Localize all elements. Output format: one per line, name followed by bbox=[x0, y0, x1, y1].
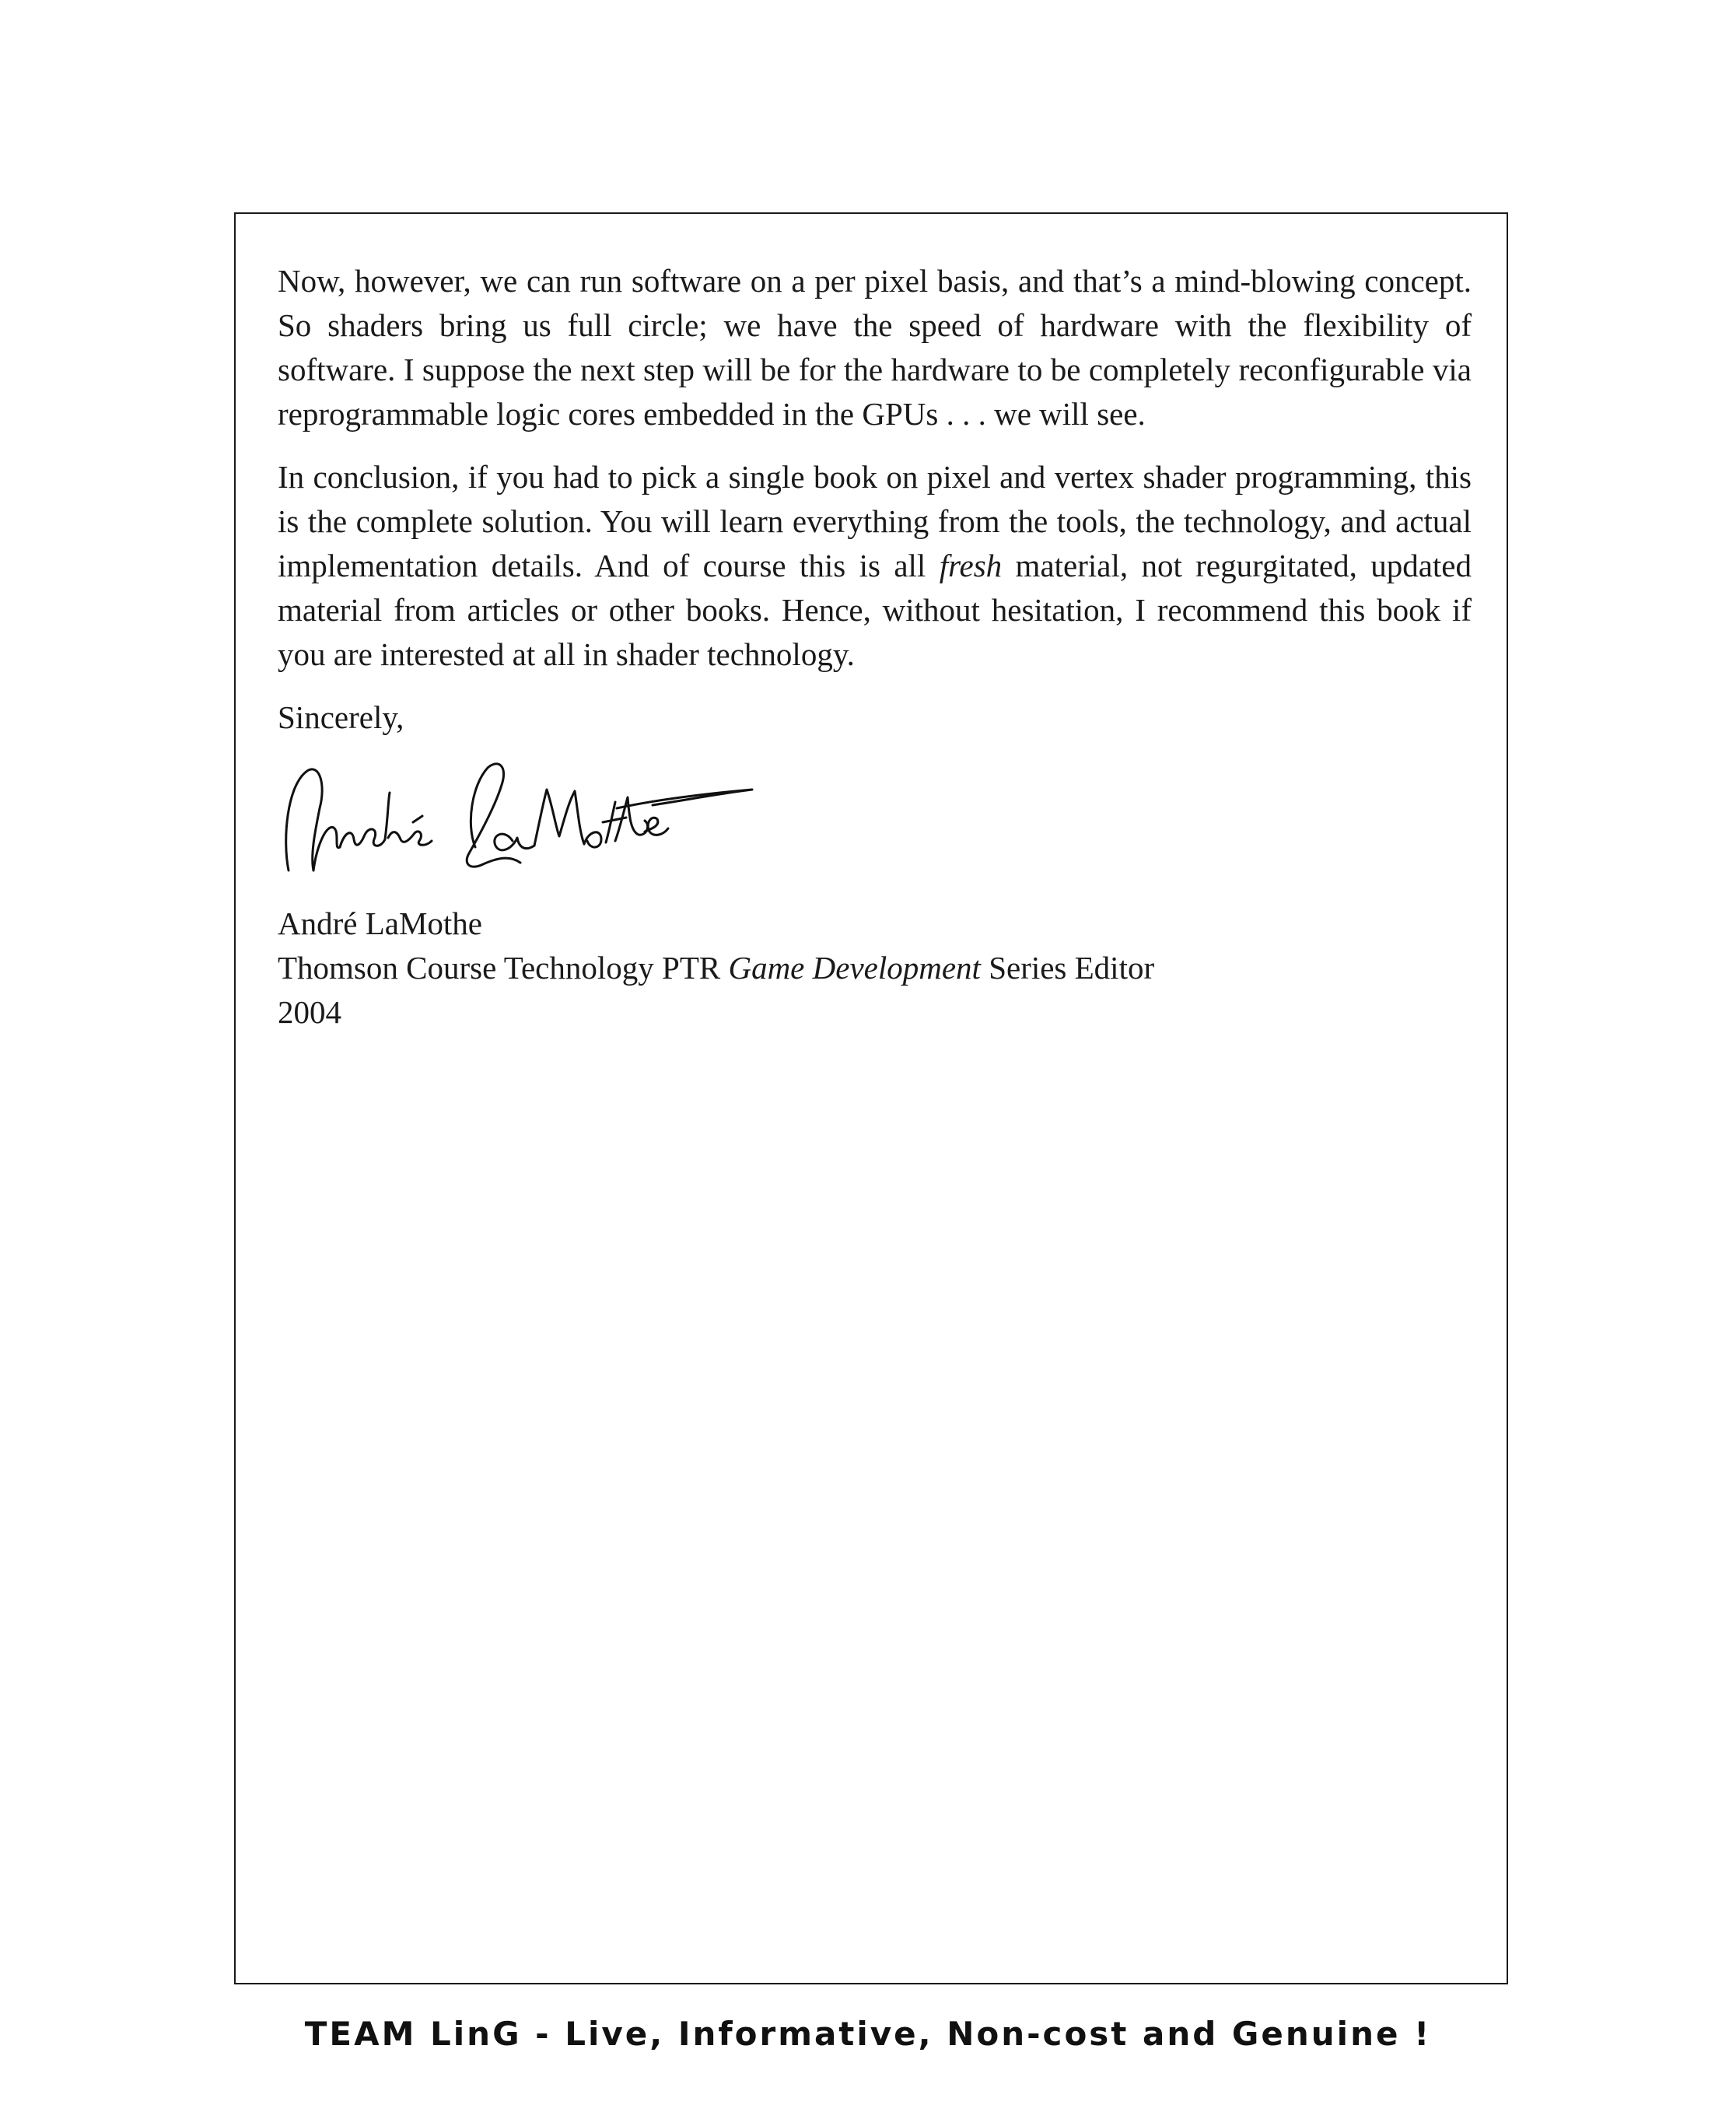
paragraph-conclusion-text-end: material, not regurgitated, updated material from articles or other books. Hence, without hesitation, I recommend this book if you are interested at all in shader technology. bbox=[278, 548, 1472, 672]
signature-block bbox=[278, 902, 1472, 1035]
page-frame bbox=[234, 212, 1508, 1984]
emphasis-fresh: fresh bbox=[939, 548, 1003, 583]
paragraph-conclusion bbox=[278, 455, 1472, 677]
handwritten-signature bbox=[279, 754, 761, 886]
series-name: Game Development bbox=[728, 950, 981, 986]
footer-banner: TEAM LinG - Live, Informative, Non-cost and Genuine ! bbox=[304, 2015, 1432, 2053]
paragraph-shaders: Now, however, we can run software on a per pixel basis, and that’s a mind-blowing concept. So shaders bring us full circle; we have the speed of hardware with the flexibility of software. I suppose the next step will be for the hardware to be completely reconfigurable via reprogrammable logic cores embedded in the GPUs . . . we will see. bbox=[278, 263, 1472, 432]
author-title-end: Series Editor bbox=[980, 950, 1155, 986]
letter-year: 2004 bbox=[278, 994, 341, 1030]
author-title bbox=[278, 946, 1472, 990]
author-title-start: Thomson Course Technology PTR bbox=[278, 950, 729, 986]
letter-body bbox=[278, 259, 1472, 1035]
paragraph-conclusion-text-start: In conclusion, if you had to pick a single book on pixel and vertex shader programming, this is the complete solution. You will learn everything from the tools, the technology, and actual implementation details. And of course this is all bbox=[278, 459, 1472, 583]
author-name: André LaMothe bbox=[278, 905, 482, 941]
closing-salutation: Sincerely, bbox=[278, 699, 404, 735]
